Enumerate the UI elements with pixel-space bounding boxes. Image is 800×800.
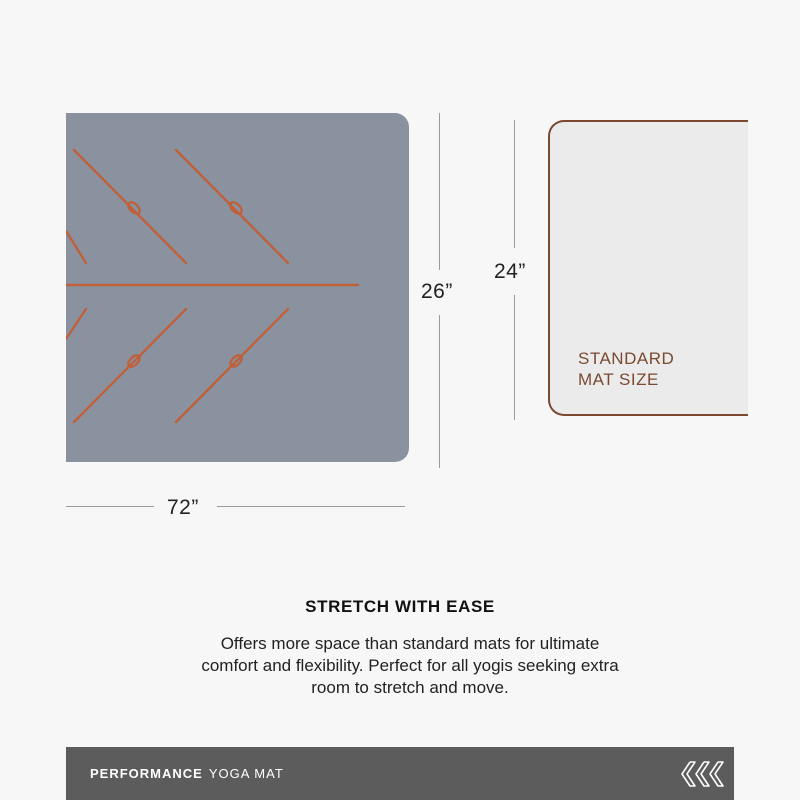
standard-height-line-top bbox=[514, 120, 515, 248]
standard-mat-outline bbox=[548, 120, 748, 416]
footer-bar bbox=[66, 747, 734, 800]
standard-mat-label-line2: MAT SIZE bbox=[578, 370, 659, 389]
standard-height-line-bottom bbox=[514, 295, 515, 420]
feature-headline: STRETCH WITH EASE bbox=[305, 597, 495, 616]
standard-height-label: 24” bbox=[494, 260, 526, 283]
mat-width-label: 72” bbox=[167, 496, 199, 519]
footer-brand-rest: YOGA MAT bbox=[208, 766, 284, 781]
mat-width-line-right bbox=[217, 506, 405, 507]
mat-height-line-bottom bbox=[439, 315, 440, 468]
alignment-lines-graphic bbox=[66, 113, 409, 462]
footer-brand-bold: PERFORMANCE bbox=[90, 766, 203, 781]
mat-height-label: 26” bbox=[421, 280, 453, 303]
feature-description: Offers more space than standard mats for ultimate comfort and flexibility. Perfect for all yogis seeking extra room to stretch and move. bbox=[201, 634, 619, 697]
mat-width-line-left bbox=[66, 506, 154, 507]
standard-mat-label-line1: STANDARD bbox=[578, 349, 675, 368]
triple-chevron-left-icon bbox=[678, 761, 734, 787]
footer-brand bbox=[90, 766, 284, 781]
yoga-mat-illustration bbox=[66, 113, 409, 462]
standard-mat-label bbox=[578, 348, 738, 390]
mat-height-line-top bbox=[439, 113, 440, 270]
